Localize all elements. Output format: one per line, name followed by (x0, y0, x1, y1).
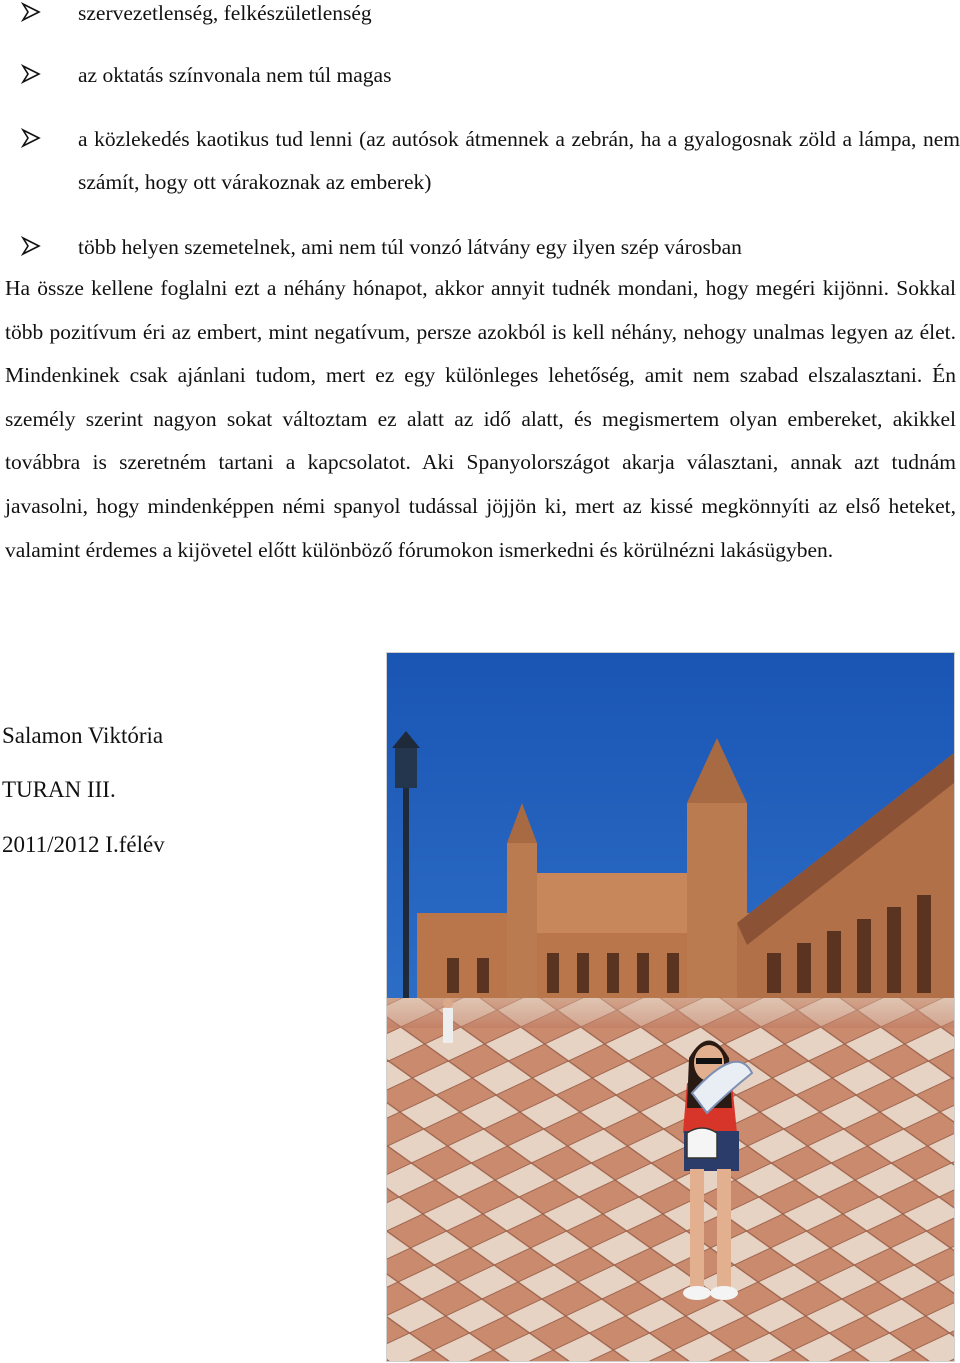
arrowhead-bullet-icon (20, 127, 42, 149)
author-term: 2011/2012 I.félév (2, 832, 165, 857)
arrowhead-bullet-icon (20, 1, 42, 23)
tiled-plaza (387, 998, 954, 1361)
background-person (443, 998, 453, 1043)
arrowhead-bullet-icon (20, 235, 42, 257)
bullet-text: a közlekedés kaotikus tud lenni (az autósok átmennek a zebrán, ha a gyalogosnak zöld a lámpa, nem számít, hogy ott várakoznak az emberek) (78, 127, 960, 194)
summary-paragraph: Ha össze kellene foglalni ezt a néhány hónapot, akkor annyit tudnék mondani, hogy megéri kijönni. Sokkal több pozitívum éri az embert, mint negatívum, persze azokból is kell néhány, nehogy unalmas legyen az élet. Mindenkinek csak ajánlani tudom, mert ez egy különleges lehetőség, amit nem szabad elszalasztani. Én személy szerint nagyon sokat változtam ez alatt az idő alatt, és megismertem olyan embereket, akikkel továbbra is szeretném tartani a kapcsolatot. Aki Spanyolországot akarja választani, annak azt tudnám javasolni, hogy mindenképpen némi spanyol tudással jöjjön ki, mert az kissé megkönnyíti az első heteket, valamint érdemes a kijövetel előtt különböző fórumokon ismerkedni és körülnézni lakásügyben. (5, 276, 956, 562)
arrowhead-bullet-icon (20, 63, 42, 85)
plaza-photo (386, 652, 955, 1362)
author-group: TURAN III. (2, 777, 116, 802)
bullet-item (20, 118, 960, 208)
bullet-text: az oktatás színvonala nem túl magas (78, 63, 392, 87)
plaza-photo-illustration (387, 653, 954, 1361)
bullet-text: több helyen szemetelnek, ami nem túl vonzó látvány egy ilyen szép városban (78, 235, 742, 259)
author-name: Salamon Viktória (2, 723, 164, 748)
bullet-text: szervezetlenség, felkészületlenség (78, 1, 372, 25)
